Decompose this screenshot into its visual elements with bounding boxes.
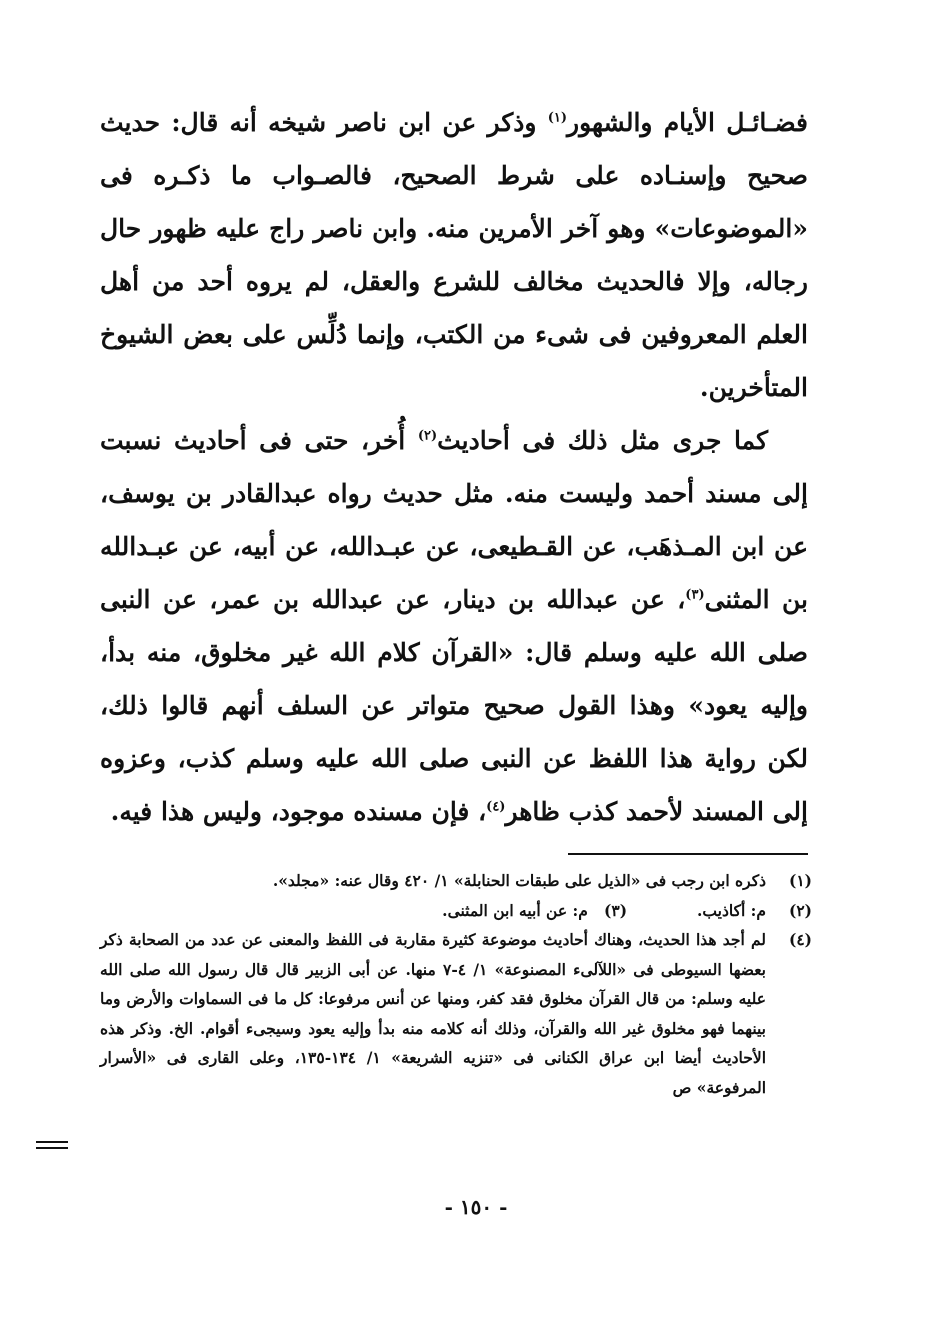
footnote-separator — [568, 853, 808, 855]
footnote-ref-4: (٤) — [486, 799, 506, 815]
p2-text-b: أُخر، حتى فى أحاديث نسبت إلى مسند أحمد وليست منه. مثل حديث رواه عبدالقادر بن يوسف، عن ابن المـذهَب، عن القـطيعى، عن عبـدالله، عن أبيه، عن عبـدالله بن المثنى — [100, 426, 808, 614]
page-number: - ١٥٠ - — [444, 1195, 508, 1219]
footnote-4-text: لم أجد هذا الحديث، وهناك أحاديث موضوعة كثيرة مقاربة فى اللفظ والمعنى عن عدد من الصحابة ذكر بعضها السيوطى فى «اللآلىء المصنوعة» ١/ ٤-٧ منها. عن أبى الزبير قال قال رسول الله صلى الله عليه وسلم: من قال القرآن مخلوق فقد كفر، ومنها عن أنس مرفوعا: كل ما فى السماوات والأرض وما بينهما فهو مخلوق غير الله والقرآن، وذلك أنه كلامه منه بدأ وإليه يعود وسيجىء أقوام. الخ. وذكر هذه الأحاديث أيضا ابن عراق الكنانى فى «تنزيه الشريعة» ١/ ١٣٤-١٣٥، وعلى القارى فى «الأسرار المرفوعة» ص — [100, 930, 767, 1097]
footnote-2-number: (٢) — [788, 900, 812, 920]
footnote-3-text: م: عن أبيه ابن المثنى. — [442, 900, 588, 920]
p2-text-d: ، فإن مسنده موجود، وليس هذا فيه. — [110, 797, 487, 826]
continuation-mark — [36, 1141, 68, 1153]
footnote-1 — [100, 866, 812, 896]
footnote-2-text: م: أكاذيب. — [697, 900, 766, 920]
footnotes — [100, 866, 812, 1102]
footnote-ref-2: (٢) — [417, 428, 438, 444]
footnote-4 — [100, 925, 812, 1102]
paragraph-1 — [100, 96, 808, 414]
footnote-4-number: (٤) — [788, 930, 812, 949]
footnote-3-number: (٣) — [604, 900, 628, 920]
footnote-1-text: ذكره ابن رجب فى «الذيل على طبقات الحنابلة» ١/ ٤٢٠ وقال عنه: «مجلد». — [272, 871, 766, 890]
footnote-ref-3: (٣) — [685, 587, 705, 603]
p1-text-b: وذكر عن ابن ناصر شيخه أنه قال: حديث صحيح وإسنـاده على شرط الصحيح، فالصـواب ما ذكـره فى «الموضوعات» وهو آخر الأمرين منه. وابن ناصر راج عليه ظهور حال رجاله، وإلا فالحديث مخالف للشرع والعقل، لم يروه أحد من أهل العلم المعروفين فى شىء من الكتب، وإنما دُلِّس على بعض الشيوخ المتأخرين. — [100, 108, 808, 402]
footnote-2-3 — [100, 896, 812, 926]
paragraph-2 — [100, 414, 808, 838]
main-text — [100, 96, 808, 838]
p1-text-a: فضـائـل الأيام والشهور — [567, 108, 808, 137]
p2-text-c: ، عن عبدالله بن دينار، عن عبدالله بن عمر، عن النبى صلى الله عليه وسلم قال: «القرآن كلام الله غير مخلوق، منه بدأ، وإليه يعود» وهذا القول صحيح متواتر عن السلف أنهم قالوا ذلك، لكن رواية هذا اللفظ عن النبى صلى الله عليه وسلم كذب، وعزوه إلى المسند لأحمد كذب ظاهر — [100, 585, 808, 826]
footnote-1-number: (١) — [788, 871, 812, 890]
footnote-ref-1: (١) — [547, 110, 568, 126]
p2-text-a: كما جرى مثل ذلك فى أحاديث — [437, 426, 768, 455]
